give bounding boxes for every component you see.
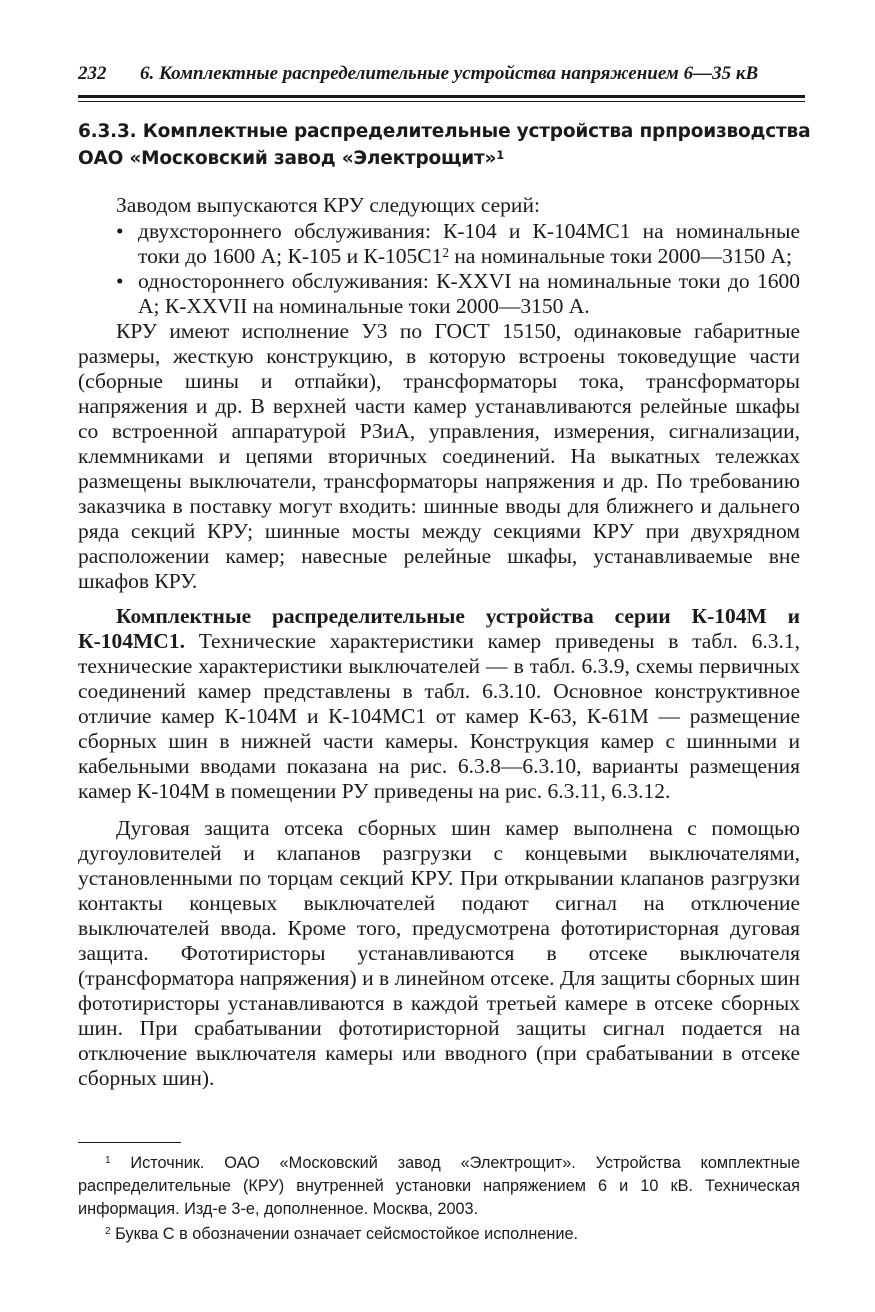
section-title-text-1: Комплектные распределительные устройства прпроизводства bbox=[142, 121, 811, 142]
intro-paragraph: Заводом выпускаются КРУ следующих серий: bbox=[116, 193, 540, 217]
section-title-text-2: ОАО «Московский завод «Электрощит» bbox=[78, 148, 497, 169]
paragraph-arc-protection: Дуговая защита отсека сборных шин камер выполнена с помощью дугоуловителей и клапанов разгрузки с концевыми выключателями, установленными по торцам секций КРУ. При открывании клапанов разгрузки контакты концевых выключателей подают сигнал на отключение выключателей ввода. Кроме того, предусмотрена фототиристорная дуговая защита. Фототиристоры устанавливаются в отсеке выключателя (трансформатора напряжения) и в линейном отсеке. Для защиты сборных шин фототиристоры устанавливаются в каждой третьей камере в отсеке сборных шин. При срабатывании фототиристорной защиты сигнал подается на отключение выключателя камеры или вводного (при срабатывании в отсеке сборных шин). bbox=[78, 816, 800, 1090]
header-rule-thick bbox=[78, 95, 805, 98]
paragraph-k104m bbox=[78, 604, 800, 804]
footnote-text: Буква С в обозначении означает сейсмостойкое исполнение. bbox=[110, 1225, 579, 1243]
footnote-text: Источник. ОАО «Московский завод «Электрощит». Устройства комплектные распределительные (КРУ) внутренней установки напряжением 6 и 10 кВ. Техническая информация. Изд-е 3-е, дополненное. Москва, 2003. bbox=[78, 1154, 800, 1218]
footnote-mark: 1 bbox=[105, 1155, 111, 1167]
paragraph-k104m-text: Технические характеристики камер приведены в табл. 6.3.1, технические характеристики выключателей — в табл. 6.3.9, схемы первичных соединений камер представлены в табл. 6.3.10. Основное конструктивное отличие камер К-104М и К-104МС1 от камер К-63, К-61М — размещение сборных шин в нижней части камеры. Конструкция камер с шинными и кабельными вводами показана на рис. 6.3.8—6.3.10, варианты размещения камер К-104М в помещении РУ приведены на рис. 6.3.11, 6.3.12. bbox=[78, 629, 800, 803]
paragraph-lead-bold: Комплектные распределительные устройства серии К-104М и К-104МС1. bbox=[78, 604, 800, 653]
bullet-glyph: • bbox=[116, 269, 124, 293]
section-heading bbox=[78, 118, 811, 172]
footnote-1 bbox=[78, 1152, 800, 1221]
list-item bbox=[78, 269, 800, 319]
body-text bbox=[78, 193, 800, 1091]
running-header bbox=[78, 64, 805, 83]
header-rule-thin bbox=[78, 101, 805, 102]
section-heading-line2 bbox=[78, 145, 805, 172]
series-list bbox=[78, 219, 800, 319]
list-item-text: двухстороннего обслуживания: К-104 и К-104МС1 на номинальные токи до 1600 А; К-105 и К-105С1 bbox=[138, 219, 800, 268]
footnotes bbox=[78, 1152, 800, 1246]
paragraph-design: КРУ имеют исполнение У3 по ГОСТ 15150, одинаковые габаритные размеры, жесткую конструкцию, в которую встроены токоведущие части (сборные шины и отпайки), трансформаторы тока, трансформаторы напряжения и др. В верхней части камер устанавливаются релейные шкафы со встроенной аппаратурой РЗиА, управления, измерения, сигнализации, клеммниками и цепями вторичных соединений. На выкатных тележках размещены выключатели, трансформаторы напряжения и др. По требованию заказчика в поставку могут входить: шинные вводы для ближнего и дальнего ряда секций КРУ; шинные мосты между секциями КРУ при двухрядном расположении камер; навесные релейные шкафы, устанавливаемые вне шкафов КРУ. bbox=[78, 319, 800, 593]
running-title: 6. Комплектные распределительные устройства напряжением 6—35 кВ bbox=[140, 63, 759, 84]
page-number: 232 bbox=[78, 63, 107, 84]
footnote-ref-1: 1 bbox=[496, 147, 505, 162]
list-item bbox=[78, 219, 800, 269]
bullet-glyph: • bbox=[116, 219, 124, 243]
section-heading-line1 bbox=[78, 118, 811, 145]
section-number: 6.3.3. bbox=[78, 121, 137, 142]
list-item-text-cont: на номинальные токи 2000—3150 А; bbox=[449, 244, 792, 268]
footnote-2 bbox=[78, 1223, 800, 1246]
list-item-text: одностороннего обслуживания: К-XXVI на номинальные токи до 1600 А; К-XXVII на номинальные токи 2000—3150 А. bbox=[138, 269, 800, 318]
footnote-ref-2: 2 bbox=[442, 245, 450, 261]
footnote-separator bbox=[78, 1142, 181, 1143]
footnote-mark: 2 bbox=[105, 1226, 111, 1238]
